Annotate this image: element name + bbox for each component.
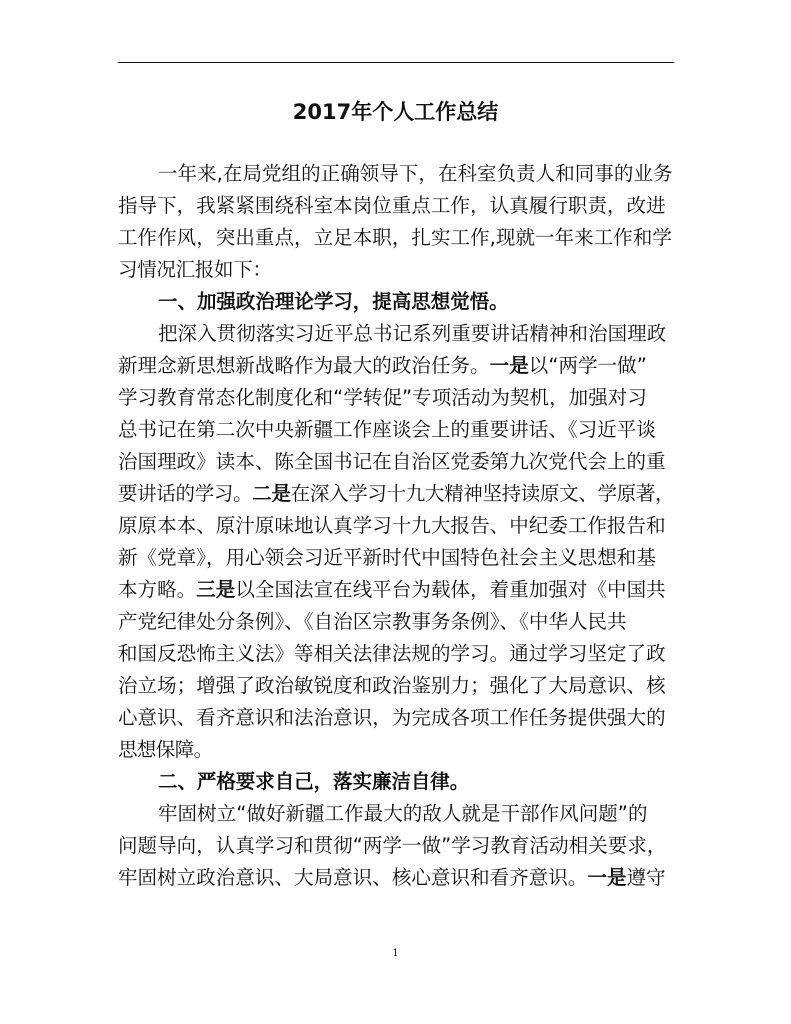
text-run: 本方略。 [118,578,197,601]
text-run: 治立场；增强了政治敏锐度和政治鉴别力；强化了大局意识、核 [118,674,666,697]
text-run: 新理念新思想新战略作为最大的政治任务。 [118,354,490,377]
text-run: 新《党章》，用心领会习近平新时代中国特色社会主义思想和基 [118,546,656,569]
document-title: 2017年个人工作总结 [292,100,499,124]
text-run: 治国理政》读本、陈全国书记在自治区党委第九次党代会上的重 [118,450,666,473]
text-line [118,638,678,670]
text-run: 在深入学习十九大精神坚持读原文、学原著， [290,482,675,505]
text-run: 把深入贯彻落实习近平总书记系列重要讲话精神和治国理政 [158,322,667,345]
text-run: 指导下，我紧紧围绕科室本岗位重点工作，认真履行职责，改进 [118,194,666,217]
bold-text: 一、加强政治理论学习，提高思想觉悟。 [158,290,509,313]
bold-text: 二、严格要求自己，落实廉洁自律。 [158,770,470,793]
text-run: 遵守 [626,866,666,889]
text-line [118,158,678,190]
text-line [118,510,678,542]
text-run: 原原本本、原汁原味地认真学习十九大报告、中纪委工作报告和 [118,514,666,537]
text-line [118,670,678,702]
text-line [118,222,678,254]
text-line [118,350,678,382]
text-run: 习情况汇报如下： [118,258,272,281]
text-line [118,606,678,638]
text-line [118,766,678,798]
header-rule [118,62,674,63]
text-line [118,862,678,894]
text-line [118,798,678,830]
text-run: 工作作风，突出重点，立足本职，扎实工作,现就一年来工作和学 [118,226,672,249]
bold-text: 三是 [196,578,236,601]
text-run: 学习教育常态化制度化和“学转促”专项活动为契机，加强对习 [118,386,647,409]
text-run: 心意识、看齐意识和法治意识，为完成各项工作任务提供强大的 [118,706,666,729]
text-line [118,830,678,862]
text-run: 要讲话的学习。 [118,482,253,505]
document-body [118,158,678,894]
text-line [118,318,678,350]
text-run: 思想保障。 [118,738,213,761]
text-line [118,734,678,766]
text-line [118,574,678,606]
text-run: 一年来,在局党组的正确领导下，在科室负责人和同事的业务 [158,162,673,185]
text-run: 以全国法宣在线平台为载体，着重加强对《中国共 [235,578,666,601]
text-run: 产党纪律处分条例》、《自治区宗教事务条例》、《中华人民共 [118,610,627,633]
bold-text: 一是 [587,866,627,889]
text-line [118,478,678,510]
text-run: 牢固树立政治意识、大局意识、核心意识和看齐意识。 [118,866,588,889]
text-run: 牢固树立“做好新疆工作最大的敌人就是干部作风问题”的 [158,802,648,825]
page-number: 1 [392,948,399,959]
text-line [118,446,678,478]
text-run: 以“两学一做” [528,354,647,377]
text-run: 和国反恐怖主义法》等相关法律法规的学习。通过学习坚定了政 [118,642,666,665]
text-line [118,702,678,734]
text-run: 总书记在第二次中央新疆工作座谈会上的重要讲话、《习近平谈 [118,418,656,441]
text-line [118,286,678,318]
bold-text: 二是 [252,482,291,505]
text-line [118,190,678,222]
text-line [118,414,678,446]
text-line [118,254,678,286]
bold-text: 一是 [489,354,529,377]
text-line [118,542,678,574]
text-line [118,382,678,414]
text-run: 问题导向，认真学习和贯彻“两学一做”学习教育活动相关要求， [118,834,667,857]
